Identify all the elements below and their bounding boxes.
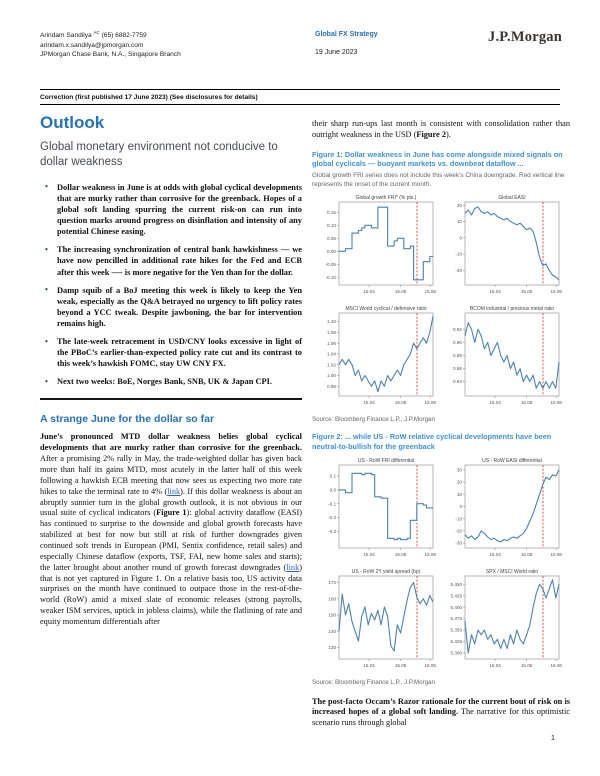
closing-bold-lead: The post-facto Occam’s Razor rationale for the current bout of risk on is increased hopes of a global soft landing. <box>312 696 570 717</box>
svg-text:0.15: 0.15 <box>327 210 336 216</box>
svg-text:140: 140 <box>328 628 336 634</box>
bullet-item <box>40 336 302 369</box>
figure2-caption: Figure 2: ... while US - RoW relative cyclical developments have been neutral-to-bullish for the greenback <box>312 432 552 451</box>
page-title: Outlook <box>40 113 105 132</box>
author-email: arindam.x.sandilya@jpmorgan.com <box>40 41 144 49</box>
figure2-reference: Figure 2 <box>416 129 446 139</box>
svg-text:-0.05: -0.05 <box>325 262 336 268</box>
svg-text:-20: -20 <box>455 528 462 533</box>
svg-text:15.05: 15.05 <box>520 662 533 668</box>
svg-text:-20: -20 <box>455 268 462 274</box>
svg-text:-0.3: -0.3 <box>328 528 336 534</box>
bullet-dot-icon: • <box>45 243 48 254</box>
svg-text:US - RoW 2Y yield spread (bp): US - RoW 2Y yield spread (bp) <box>351 568 421 575</box>
section-heading: A strange June for the dollar so far <box>40 413 215 426</box>
svg-text:15.06: 15.06 <box>424 400 436 406</box>
figure1-chart-grid <box>312 192 570 414</box>
svg-text:15.05: 15.05 <box>520 289 533 295</box>
svg-text:5.450: 5.450 <box>450 581 462 587</box>
bullet-item <box>40 376 302 387</box>
closing-paragraph: The post-facto Occam’s Razor rationale for the current bout of risk on is increased hopes of a global soft landing. The narrative for this optimistic scenario runs through global <box>312 696 570 728</box>
inline-link[interactable]: link <box>286 562 300 572</box>
body-paragraph: June’s pronounced MTD dollar weakness belies global cyclical developments that are murky rather than corrosive for the greenback. After a promising 2% rally in May, the trade-weighted dollar has given back more than half its gains MTD, most acutely in the latter half of this week following a hawkish ECB meeting that now sees us expecting two more rate hikes to take the terminal rate to 4% (link). If this dollar weakness is about an abruptly sunnier turn in the global growth outlook, it is not obvious in our usual suite of cyclical indicators (Figure 1): global activity dataflow (EASI) has continued to surprise to the downside and global growth forecasts have stabilized at best for now but still at risk of further downgrades given continued soft trends in European (PMI, Sentix confidence, retail sales) and especially Chinese dataflow (exports, TSF, FAI, new home sales and starts); the latter brought about another round of growth forecast downgrades (link) that is not yet captured in Figure 1. On a relative basis too, US activity data surprises on the month have continued to outpace those in the rest-of-the-world (RoW) amid a mixed slate of economic releases (strong payrolls, weaker ISM services, uptick in jobless claims), while the flatlining of rate and equity momentum differentials after <box>40 432 302 626</box>
chart-global-easi <box>438 192 564 303</box>
author-firm: JPMorgan Chase Bank, N.A., Singapore Branch <box>40 51 181 59</box>
correction-banner: Correction (first published 17 June 2023) (See disclosures for details) <box>40 89 560 105</box>
svg-text:5.350: 5.350 <box>450 627 462 633</box>
svg-text:0.86: 0.86 <box>453 366 462 372</box>
svg-text:1.02: 1.02 <box>327 362 336 368</box>
bullet-dot-icon: • <box>45 335 48 346</box>
svg-text:0.92: 0.92 <box>453 327 462 333</box>
figure1-reference: Figure 1 <box>156 508 187 518</box>
chart-us-row-2y-yield-spread <box>312 566 438 677</box>
svg-text:0.90: 0.90 <box>453 340 462 346</box>
svg-text:1.10: 1.10 <box>327 319 336 325</box>
svg-text:0.98: 0.98 <box>327 384 336 390</box>
chart-bcom-industrial-precious <box>438 303 564 414</box>
svg-text:15.05: 15.05 <box>394 289 407 295</box>
bullet-item <box>40 244 302 277</box>
svg-text:0: 0 <box>459 235 462 241</box>
svg-text:1.04: 1.04 <box>327 351 336 357</box>
publication-date: 19 June 2023 <box>315 49 358 56</box>
paragraph-bold-lead: June’s pronounced MTD dollar weakness belies global cyclical developments that are murky rather than corrosive for the greenback. <box>40 432 302 453</box>
svg-text:150: 150 <box>328 612 336 618</box>
svg-text:170: 170 <box>328 579 336 585</box>
svg-text:20: 20 <box>456 203 462 209</box>
svg-text:-0.1: -0.1 <box>328 500 336 506</box>
svg-text:1.08: 1.08 <box>327 330 336 336</box>
section-divider <box>40 398 302 400</box>
author-name-line: Arindam Sandilya $^{AC}$ (65) 6882-7759 <box>40 30 147 40</box>
svg-text:-10: -10 <box>455 251 462 257</box>
svg-text:US - RoW FRI differential: US - RoW FRI differential <box>357 457 415 464</box>
svg-text:10: 10 <box>456 219 462 225</box>
inline-link[interactable]: link <box>167 486 181 496</box>
svg-text:15.05: 15.05 <box>394 400 407 406</box>
bullet-text: Next two weeks: BoE, Norges Bank, SNB, UK & Japan CPI. <box>57 377 272 387</box>
svg-text:160: 160 <box>328 595 336 601</box>
svg-text:15.06: 15.06 <box>550 400 562 406</box>
svg-text:-0.10: -0.10 <box>325 275 336 281</box>
svg-text:15.05: 15.05 <box>520 400 533 406</box>
svg-text:5.300: 5.300 <box>450 650 462 656</box>
svg-text:0.1: 0.1 <box>329 473 336 479</box>
svg-text:-30: -30 <box>455 540 462 546</box>
chart-global-growth-fri <box>312 192 438 303</box>
bullet-dot-icon: • <box>45 181 48 192</box>
svg-text:0.88: 0.88 <box>453 353 462 359</box>
svg-text:15.06: 15.06 <box>424 551 436 557</box>
svg-text:15.04: 15.04 <box>363 551 375 557</box>
svg-text:15.06: 15.06 <box>424 289 436 295</box>
svg-text:15.05: 15.05 <box>394 551 407 557</box>
bullet-item <box>40 285 302 329</box>
svg-text:130: 130 <box>328 644 336 650</box>
left-column <box>40 113 302 628</box>
svg-text:15.06: 15.06 <box>424 662 436 668</box>
svg-text:1.00: 1.00 <box>327 373 336 379</box>
bullet-dot-icon: • <box>45 284 48 295</box>
continuation-paragraph: their sharp run-ups last month is consistent with consolidation rather than outright weakness in the USD (Figure 2). <box>312 119 570 139</box>
figure1-source: Source: Bloomberg Finance L.P., J.P.Morgan <box>312 416 435 424</box>
figure2-source: Source: Bloomberg Finance L.P., J.P.Morgan <box>312 678 435 686</box>
svg-text:15.04: 15.04 <box>489 662 501 668</box>
svg-text:20: 20 <box>456 479 462 485</box>
svg-text:MSCI World cyclical / defensiv: MSCI World cyclical / defensive ratio <box>345 306 427 313</box>
chart-us-row-easi-differential <box>438 455 564 566</box>
svg-text:1.06: 1.06 <box>327 341 336 347</box>
summary-bullets <box>40 182 302 388</box>
svg-text:-10: -10 <box>455 515 462 521</box>
figure2-chart-grid <box>312 455 570 677</box>
svg-text:0: 0 <box>459 503 462 509</box>
svg-text:BCOM industrial / precious met: BCOM industrial / precious metal ratio <box>469 306 555 313</box>
svg-text:15.04: 15.04 <box>489 551 501 557</box>
svg-text:0.84: 0.84 <box>453 379 462 385</box>
svg-text:30: 30 <box>456 467 462 472</box>
svg-text:Global EASI: Global EASI <box>498 195 526 202</box>
svg-text:15.06: 15.06 <box>550 289 562 295</box>
author-designation: AC <box>93 30 100 35</box>
chart-us-row-fri-differential <box>312 455 438 566</box>
svg-text:0.00: 0.00 <box>327 249 336 255</box>
svg-text:Global growth FRI* (% pts.): Global growth FRI* (% pts.) <box>355 195 417 202</box>
figure1-note: Global growth FRI series does not include this week’s China downgrade. Red vertical line represents the onset of the current month. <box>312 171 565 188</box>
bullet-item <box>40 182 302 237</box>
svg-text:SPX / MSCI World ratio: SPX / MSCI World ratio <box>485 568 539 575</box>
page-number: 1 <box>550 733 555 742</box>
bullet-text: Dollar weakness in June is at odds with global cyclical developments that are murky rather than corrosive for the greenback. Hopes of a global soft landing spurring the current risk-on can run into question marks around progress on disinflation and intensity of any potential Chinese easing. <box>57 182 302 237</box>
chart-spx-msci-world-ratio <box>438 566 564 677</box>
page-subtitle: Global monetary environment not conducive to dollar weakness <box>40 141 278 168</box>
bullet-dot-icon: • <box>45 375 48 386</box>
svg-text:5.375: 5.375 <box>450 615 462 621</box>
right-column <box>312 119 570 729</box>
svg-text:15.04: 15.04 <box>489 289 501 295</box>
svg-text:15.04: 15.04 <box>363 400 375 406</box>
svg-text:15.04: 15.04 <box>363 662 375 668</box>
svg-text:15.05: 15.05 <box>394 662 407 668</box>
svg-text:15.06: 15.06 <box>550 662 562 668</box>
jpmorgan-logo: J.P.Morgan <box>488 29 562 45</box>
bullet-text: Damp squib of a BoJ meeting this week is likely to keep the Yen weak, especially as the Q&A betrayed no urgency to lift policy rates beyond a YCC tweak. Despite jawboning, the bar for intervention remains high. <box>57 285 302 328</box>
svg-text:US - RoW EASI differential: US - RoW EASI differential <box>482 457 542 464</box>
svg-text:10: 10 <box>456 491 462 497</box>
figure1-caption: Figure 1: Dollar weakness in June has come alongside mixed signals on global cyclicals — buoyant markets vs. downbeat dataflow ... <box>312 149 563 169</box>
svg-text:5.400: 5.400 <box>450 604 462 610</box>
svg-text:15.06: 15.06 <box>550 551 562 557</box>
svg-text:0.05: 0.05 <box>327 236 336 242</box>
svg-text:15.04: 15.04 <box>489 400 501 406</box>
bullet-text: The increasing synchronization of central bank hawkishness — we have now pencilled in additional rate hikes for the Fed and ECB after this week —- is more negative for the Yen than for the dollar. <box>57 245 302 277</box>
svg-text:0.0: 0.0 <box>329 487 336 492</box>
svg-text:0.10: 0.10 <box>327 223 336 229</box>
chart-msci-cyclical-defensive <box>312 303 438 414</box>
svg-text:15.04: 15.04 <box>363 289 375 295</box>
publication-series-label: Global FX Strategy <box>315 31 378 38</box>
bullet-text: The late-week retracement in USD/CNY looks excessive in light of the PBoC’s earlier-than-expected policy rate cut and its contrast to this week’s hawkish FOMC, stay UW CNY FX. <box>57 337 302 369</box>
svg-text:15.05: 15.05 <box>520 551 533 557</box>
svg-text:-0.2: -0.2 <box>328 514 336 520</box>
svg-text:5.325: 5.325 <box>450 638 462 644</box>
author-contact-block <box>40 30 181 60</box>
svg-text:5.425: 5.425 <box>450 592 462 598</box>
